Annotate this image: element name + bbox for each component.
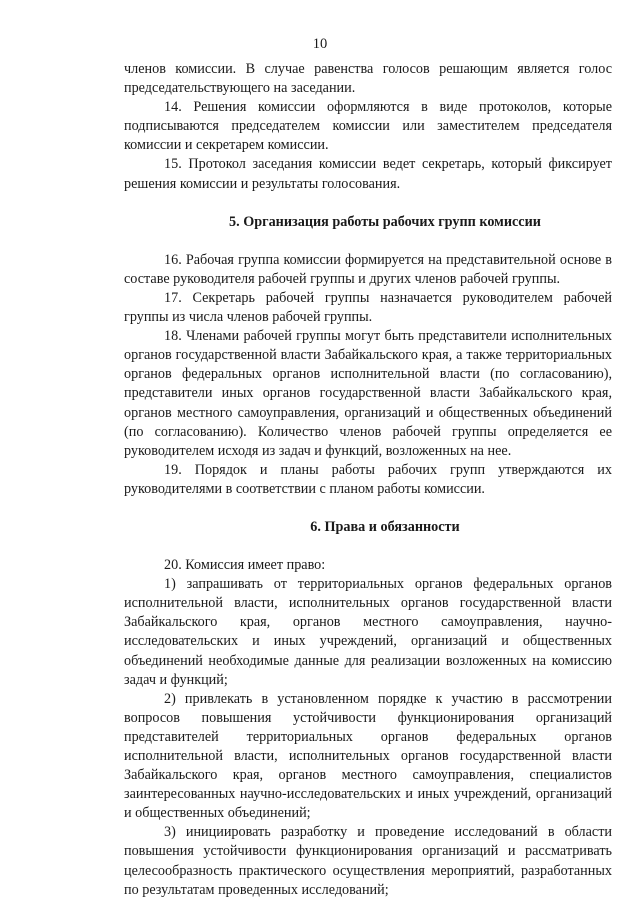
page-number: 10 <box>312 36 328 52</box>
paragraph-20-item-2: 2) привлекать в установленном порядке к участию в рассмотрении вопросов повышения устойчивости функционирования организаций представителей территориальных органов федеральных органов исполнительной власти, исполнительных органов государственной власти Забайкальского края, органов местного самоуправления, специалистов заинтересованных научно-исследовательских и иных учреждений, организаций и общественных объединений; <box>124 690 612 822</box>
paragraph-continuation: членов комиссии. В случае равенства голосов решающим является голос председательствующего на заседании. <box>124 61 612 97</box>
spacer <box>124 499 612 518</box>
section-5-heading: 5. Организация работы рабочих групп комиссии <box>229 213 541 230</box>
spacer <box>124 194 612 213</box>
paragraph-17: 17. Секретарь рабочей группы назначается руководителем рабочей группы из числа членов рабочей группы. <box>124 289 612 326</box>
paragraph-14: 14. Решения комиссии оформляются в виде протоколов, которые подписываются председателем комиссии или заместителем председателя комиссии и секретарем комиссии. <box>124 99 612 154</box>
spacer <box>124 232 612 251</box>
paragraph-19: 19. Порядок и планы работы рабочих групп утверждаются их руководителями в соответствии с планом работы комиссии. <box>124 461 612 497</box>
paragraph-20: 20. Комиссия имеет право: <box>164 557 326 574</box>
section-6-heading: 6. Права и обязанности <box>310 518 460 535</box>
spacer <box>124 537 612 556</box>
paragraph-20-item-3: 3) инициировать разработку и проведение исследований в области повышения устойчивости функционирования организаций и рассматривать целесообразность практического осуществления мероприятий, разработанных по результатам проведенных исследований; <box>124 824 612 898</box>
paragraph-15: 15. Протокол заседания комиссии ведет секретарь, который фиксирует решения комиссии и результаты голосования. <box>124 156 612 192</box>
paragraph-16: 16. Рабочая группа комиссии формируется на представительной основе в составе руководителя рабочей группы и других членов рабочей группы. <box>124 251 612 287</box>
document-body <box>124 60 612 900</box>
paragraph-20-item-1: 1) запрашивать от территориальных органов федеральных органов исполнительной власти, исполнительных органов государственной власти Забайкальского края, органов местного самоуправления, научно-исследовательских и иных учреждений, организаций и общественных объединений необходимые данные для реализации возложенных на комиссию задач и функций; <box>124 576 612 688</box>
paragraph-18: 18. Членами рабочей группы могут быть представители исполнительных органов государственной власти Забайкальского края, а также территориальных органов федеральных органов исполнительной власти (по согласованию), представители иных органов государственной власти Забайкальского края, органов местного самоуправления, организаций и общественных объединений (по согласованию). Количество членов рабочей группы определяется ее руководителем исходя из задач и функций, возложенных на нее. <box>124 328 612 459</box>
